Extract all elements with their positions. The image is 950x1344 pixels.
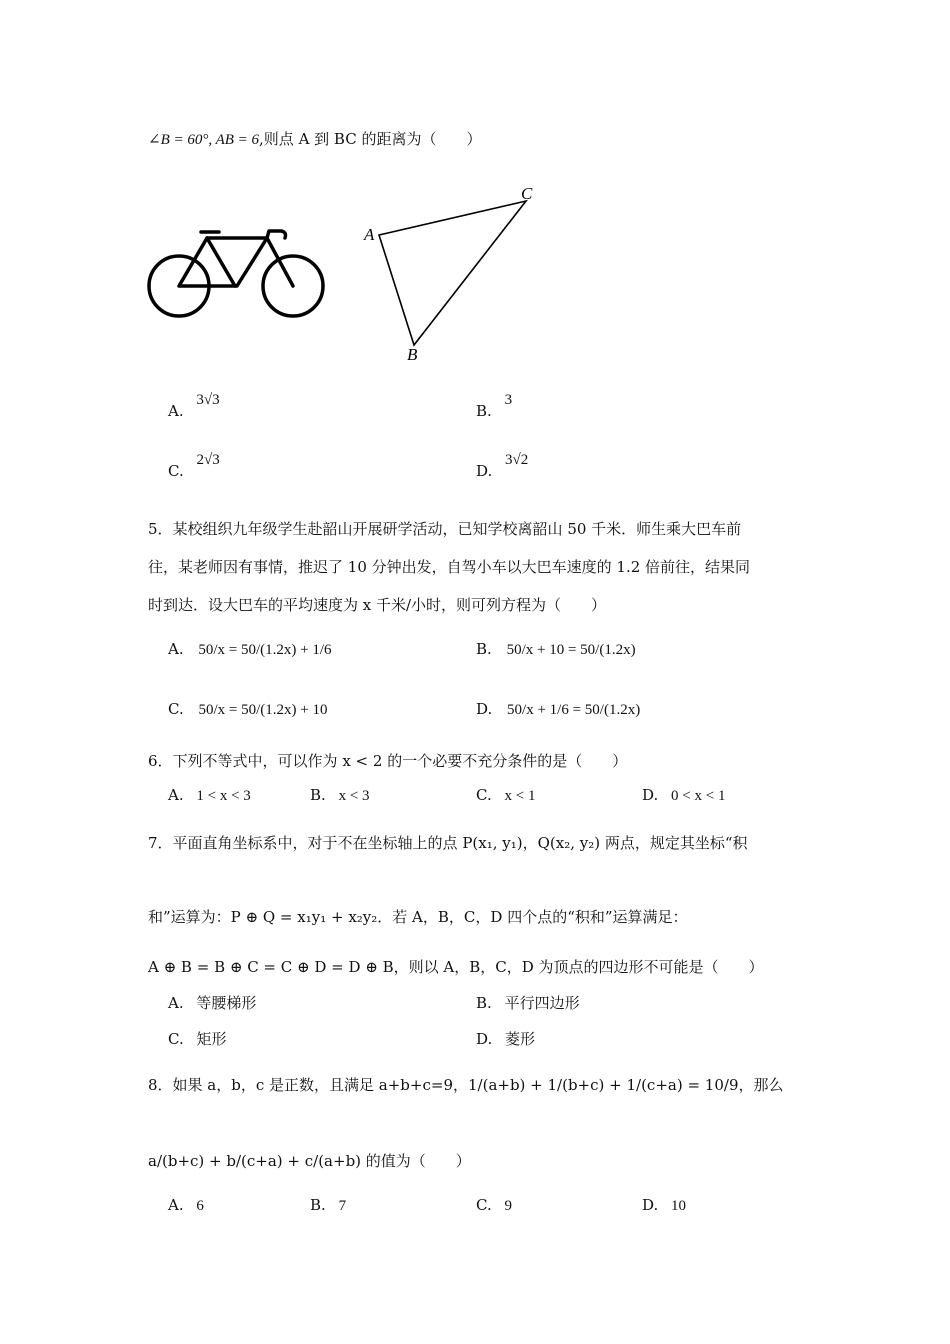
- q8-line-2: a/(b+c) + b/(c+a) + c/(a+b) 的值为（ ）: [148, 1152, 471, 1170]
- triangle-label-b: B: [407, 345, 418, 364]
- q6-option-b[interactable]: B. x < 3: [310, 786, 370, 804]
- q5-line-2: 往，某老师因有事情，推迟了 10 分钟出发，自驾小车以大巴车速度的 1.2 倍前往，结果同: [148, 558, 751, 576]
- q5-option-a[interactable]: A. 50/x = 50/(1.2x) + 1/6: [168, 640, 332, 658]
- triangle-abc-figure: [360, 180, 550, 370]
- q4-stem-text: ,则点 A 到 BC 的距离为（ ）: [259, 130, 482, 148]
- triangle-label-a: A: [364, 225, 375, 244]
- q5-option-b[interactable]: B. 50/x + 10 = 50/(1.2x): [476, 640, 636, 658]
- q4-stem: [148, 128, 481, 149]
- q7-option-b[interactable]: B. 平行四边形: [476, 994, 580, 1012]
- q8-line-1: 8．如果 a，b，c 是正数，且满足 a+b+c=9，1/(a+b) + 1/(b+c) + 1/(c+a) = 10/9，那么: [148, 1076, 784, 1094]
- q4-option-a[interactable]: A. 3√3: [168, 392, 220, 420]
- q7-line-2: 和”运算为：P ⊕ Q = x₁y₁ + x₂y₂．若 A，B，C，D 四个点的“积和”运算满足：: [148, 908, 688, 926]
- q4-given: ∠B = 60°, AB = 6: [148, 132, 260, 148]
- bicycle-icon: [145, 226, 330, 326]
- q7-line-1: 7．平面直角坐标系中，对于不在坐标轴上的点 P(x₁, y₁)，Q(x₂, y₂) 两点，规定其坐标“积: [148, 834, 748, 852]
- q5-line-1: 5．某校组织九年级学生赴韶山开展研学活动，已知学校离韶山 50 千米．师生乘大巴车前: [148, 520, 742, 538]
- triangle-label-c: C: [521, 184, 533, 203]
- q7-option-c[interactable]: C. 矩形: [168, 1030, 227, 1048]
- q5-line-3: 时到达．设大巴车的平均速度为 x 千米/小时，则可列方程为（ ）: [148, 596, 607, 614]
- q7-option-a[interactable]: A. 等腰梯形: [168, 994, 257, 1012]
- q6-stem: 6．下列不等式中，可以作为 x < 2 的一个必要不充分条件的是（ ）: [148, 752, 628, 770]
- q5-option-c[interactable]: C. 50/x = 50/(1.2x) + 10: [168, 700, 328, 718]
- q4-option-d[interactable]: D. 3√2: [476, 452, 529, 480]
- q6-option-a[interactable]: A. 1 < x < 3: [168, 786, 251, 804]
- q8-option-d[interactable]: D. 10: [642, 1196, 687, 1214]
- q7-option-d[interactable]: D. 菱形: [476, 1030, 536, 1048]
- q7-line-3: A ⊕ B = B ⊕ C = C ⊕ D = D ⊕ B，则以 A，B，C，D 为顶点的四边形不可能是（ ）: [148, 958, 764, 976]
- q5-option-d[interactable]: D. 50/x + 1/6 = 50/(1.2x): [476, 700, 641, 718]
- q4-option-b[interactable]: B. 3: [476, 392, 513, 420]
- q8-option-a[interactable]: A. 6: [168, 1196, 204, 1214]
- q6-option-d[interactable]: D. 0 < x < 1: [642, 786, 726, 804]
- q8-option-c[interactable]: C. 9: [476, 1196, 512, 1214]
- q6-option-c[interactable]: C. x < 1: [476, 786, 536, 804]
- q8-option-b[interactable]: B. 7: [310, 1196, 347, 1214]
- q4-option-c[interactable]: C. 2√3: [168, 452, 220, 480]
